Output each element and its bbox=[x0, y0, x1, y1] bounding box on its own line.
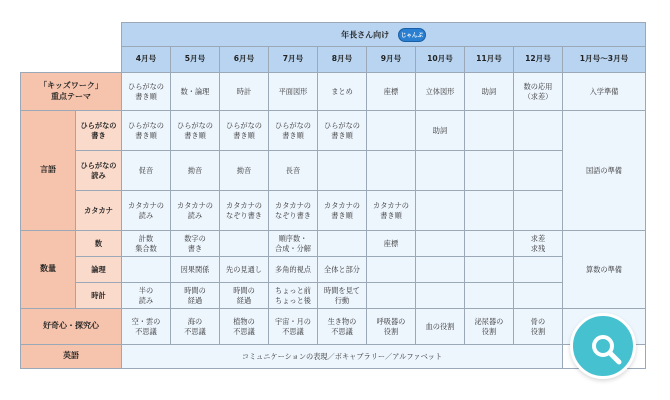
gengo-cell bbox=[465, 191, 514, 231]
cell-text-line: 生き物の bbox=[327, 316, 357, 326]
cell-text-line: 時計 bbox=[236, 86, 252, 96]
cell-text-line: 時間の bbox=[184, 285, 206, 295]
koukishin-cell-8 bbox=[465, 309, 514, 345]
cell-text-line: 多角的視点 bbox=[275, 264, 311, 274]
cell-text-line: 集合数 bbox=[135, 243, 157, 253]
cell-text-line: 植物の bbox=[233, 316, 255, 326]
suryo-sublabel-3 bbox=[76, 283, 122, 309]
search-button[interactable] bbox=[570, 313, 636, 379]
cell-text-line: 全体と部分 bbox=[324, 264, 360, 274]
cell-text-line: 助詞 bbox=[432, 125, 448, 135]
suryo-row-3 bbox=[21, 283, 646, 309]
gengo-row-3 bbox=[21, 191, 646, 231]
gengo-cell bbox=[367, 111, 416, 151]
cell-text-line: ひらがなの bbox=[177, 120, 213, 130]
suryo-category: 数量 bbox=[21, 231, 76, 309]
suryo-cell bbox=[220, 257, 269, 283]
month-header-5: 8月号 bbox=[318, 47, 367, 73]
gengo-sublabel-1 bbox=[76, 111, 122, 151]
cell-text-line: 読み bbox=[91, 170, 106, 180]
theme-cell-10 bbox=[563, 73, 646, 111]
gengo-row-1 bbox=[21, 111, 646, 151]
cell-text-line: 助詞 bbox=[481, 86, 497, 96]
cell-text-line: カタカナの bbox=[128, 200, 164, 210]
cell-text-line: カタカナの bbox=[373, 200, 409, 210]
cell-text-line: 数 bbox=[94, 238, 103, 248]
janpu-logo: じゃんぷ bbox=[398, 28, 426, 42]
suryo-cell bbox=[171, 257, 220, 283]
cell-text-line: 呼吸器の bbox=[376, 316, 406, 326]
suryo-cell bbox=[416, 231, 465, 257]
cell-text-line: 時計 bbox=[91, 290, 106, 300]
cell-text-line: カタカナの bbox=[177, 200, 213, 210]
month-header-2: 5月号 bbox=[171, 47, 220, 73]
cell-text-line: 役割 bbox=[481, 326, 497, 336]
suryo-cell bbox=[367, 231, 416, 257]
cell-text-line: 役割 bbox=[530, 326, 546, 336]
gengo-cell bbox=[269, 151, 318, 191]
gengo-cell bbox=[416, 111, 465, 151]
month-header-10: 1月号～3月号 bbox=[563, 47, 646, 73]
cell-text-line: 書き順 bbox=[135, 130, 157, 140]
cell-text-line: 書き順 bbox=[282, 130, 304, 140]
theme-cell-6 bbox=[367, 73, 416, 111]
month-header-6: 9月号 bbox=[367, 47, 416, 73]
search-icon bbox=[589, 332, 623, 366]
cell-text-line: なぞり書き bbox=[226, 210, 262, 220]
cell-text-line: 半の bbox=[138, 285, 154, 295]
cell-text-line: 立体図形 bbox=[425, 86, 455, 96]
theme-cell-7 bbox=[416, 73, 465, 111]
suryo-cell bbox=[465, 283, 514, 309]
theme-label bbox=[21, 73, 122, 111]
gengo-sublabel-2 bbox=[76, 151, 122, 191]
gengo-cell bbox=[318, 191, 367, 231]
suryo-cell bbox=[122, 231, 171, 257]
cell-text-line: 計数 bbox=[138, 233, 154, 243]
gengo-cell bbox=[220, 151, 269, 191]
suryo-cell bbox=[367, 257, 416, 283]
gengo-cell bbox=[514, 151, 563, 191]
koukishin-cell-4 bbox=[269, 309, 318, 345]
cell-text-line: 拗音 bbox=[187, 165, 203, 175]
title-text: 年長さん向け bbox=[341, 30, 390, 39]
cell-text-line: 血の役割 bbox=[425, 321, 455, 331]
gengo-cell bbox=[220, 111, 269, 151]
gengo-sublabel-3 bbox=[76, 191, 122, 231]
suryo-cell bbox=[514, 283, 563, 309]
cell-text-line: 書き順 bbox=[380, 210, 402, 220]
theme-cell-8 bbox=[465, 73, 514, 111]
cell-text-line: まとめ bbox=[331, 86, 353, 96]
koukishin-cell-3 bbox=[220, 309, 269, 345]
month-header-7: 10月号 bbox=[416, 47, 465, 73]
cell-text-line: 書き順 bbox=[135, 91, 157, 101]
cell-text-line: 数・論理 bbox=[180, 86, 210, 96]
gengo-cell bbox=[465, 151, 514, 191]
curriculum-table bbox=[20, 22, 646, 369]
theme-cell-3 bbox=[220, 73, 269, 111]
suryo-cell bbox=[318, 283, 367, 309]
cell-text-line: 入学準備 bbox=[589, 86, 619, 96]
suryo-cell bbox=[367, 283, 416, 309]
suryo-cell bbox=[318, 231, 367, 257]
suryo-cell bbox=[269, 257, 318, 283]
cell-text-line: 順序数・ bbox=[278, 233, 308, 243]
month-header-row bbox=[21, 47, 646, 73]
cell-text-line: 長音 bbox=[285, 165, 301, 175]
month-header-9: 12月号 bbox=[514, 47, 563, 73]
cell-text-line: 数の応用 bbox=[523, 81, 553, 91]
gengo-category: 言語 bbox=[21, 111, 76, 231]
gengo-row-2 bbox=[21, 151, 646, 191]
theme-label-line1: 「キッズワーク」 bbox=[39, 80, 103, 90]
cell-text-line: ひらがなの bbox=[128, 81, 164, 91]
theme-label-line2: 重点テーマ bbox=[51, 91, 91, 101]
cell-text-line: 不思議 bbox=[282, 326, 304, 336]
koukishin-row bbox=[21, 309, 646, 345]
cell-text-line: ひらがなの bbox=[226, 120, 262, 130]
cell-text-line: カタカナ bbox=[84, 205, 113, 215]
month-header-1: 4月号 bbox=[122, 47, 171, 73]
cell-text-line: （求差） bbox=[523, 91, 553, 101]
cell-text-line: 時間を見て bbox=[324, 285, 360, 295]
cell-text-line: カタカナの bbox=[226, 200, 262, 210]
koukishin-label: 好奇心・探究心 bbox=[21, 309, 122, 345]
cell-text-line: 因果関係 bbox=[180, 264, 210, 274]
cell-text-line: 骨の bbox=[530, 316, 546, 326]
cell-text-line: 経過 bbox=[187, 295, 203, 305]
month-header-8: 11月号 bbox=[465, 47, 514, 73]
gengo-cell bbox=[416, 191, 465, 231]
cell-text-line: 海の bbox=[187, 316, 203, 326]
suryo-sublabel-1 bbox=[76, 231, 122, 257]
gengo-cell bbox=[318, 111, 367, 151]
cell-text-line: 空・雲の bbox=[131, 316, 161, 326]
cell-text-line: 宇宙・月の bbox=[275, 316, 311, 326]
eigo-text: コミュニケーションの表現／ボキャブラリー／アルファベット bbox=[122, 345, 563, 369]
suryo-row-2 bbox=[21, 257, 646, 283]
cell-text-line: 座標 bbox=[383, 86, 399, 96]
cell-text-line: なぞり書き bbox=[275, 210, 311, 220]
koukishin-cell-1 bbox=[122, 309, 171, 345]
gengo-cell bbox=[269, 111, 318, 151]
gengo-cell bbox=[220, 191, 269, 231]
theme-cell-1 bbox=[122, 73, 171, 111]
cell-text-line: ひらがなの bbox=[275, 120, 311, 130]
cell-text-line: 読み bbox=[138, 295, 154, 305]
cell-text-line: 役割 bbox=[383, 326, 399, 336]
theme-cell-9 bbox=[514, 73, 563, 111]
koukishin-cell-2 bbox=[171, 309, 220, 345]
suryo-cell bbox=[465, 257, 514, 283]
gengo-cell bbox=[367, 151, 416, 191]
cell-text-line: 求差 bbox=[530, 233, 546, 243]
cell-text-line: 座標 bbox=[383, 238, 399, 248]
suryo-cell bbox=[122, 283, 171, 309]
koukishin-cell-7 bbox=[416, 309, 465, 345]
gengo-cell bbox=[318, 151, 367, 191]
corner-blank bbox=[21, 23, 122, 47]
suryo-prep-cell: 算数の準備 bbox=[563, 231, 646, 309]
month-header-3: 6月号 bbox=[220, 47, 269, 73]
theme-cell-4 bbox=[269, 73, 318, 111]
table-title bbox=[122, 23, 646, 47]
gengo-cell bbox=[122, 111, 171, 151]
corner-blank-2 bbox=[21, 47, 122, 73]
koukishin-cell-6 bbox=[367, 309, 416, 345]
gengo-cell bbox=[269, 191, 318, 231]
cell-text-line: 先の見通し bbox=[226, 264, 262, 274]
month-header-4: 7月号 bbox=[269, 47, 318, 73]
koukishin-cell-9 bbox=[514, 309, 563, 345]
cell-text-line: 経過 bbox=[236, 295, 252, 305]
cell-text-line: ひらがなの bbox=[128, 120, 164, 130]
cell-text-line: 平面図形 bbox=[278, 86, 308, 96]
gengo-cell bbox=[367, 191, 416, 231]
eigo-row bbox=[21, 345, 646, 369]
suryo-cell bbox=[416, 257, 465, 283]
theme-cell-2 bbox=[171, 73, 220, 111]
suryo-cell bbox=[465, 231, 514, 257]
suryo-sublabel-2 bbox=[76, 257, 122, 283]
cell-text-line: 書き bbox=[187, 243, 203, 253]
cell-text-line: 書き順 bbox=[331, 210, 353, 220]
gengo-cell bbox=[122, 151, 171, 191]
suryo-cell bbox=[269, 283, 318, 309]
gengo-cell bbox=[514, 111, 563, 151]
cell-text-line: 不思議 bbox=[184, 326, 206, 336]
gengo-cell bbox=[171, 111, 220, 151]
cell-text-line: ちょっと前 bbox=[275, 285, 311, 295]
suryo-row-1 bbox=[21, 231, 646, 257]
gengo-cell bbox=[514, 191, 563, 231]
cell-text-line: 不思議 bbox=[233, 326, 255, 336]
cell-text-line: 書き順 bbox=[331, 130, 353, 140]
cell-text-line: 合成・分解 bbox=[275, 243, 311, 253]
gengo-cell bbox=[465, 111, 514, 151]
suryo-cell bbox=[269, 231, 318, 257]
eigo-label: 英語 bbox=[21, 345, 122, 369]
cell-text-line: ひらがなの bbox=[80, 120, 117, 130]
suryo-cell bbox=[416, 283, 465, 309]
cell-text-line: カタカナの bbox=[324, 200, 360, 210]
cell-text-line: 読み bbox=[138, 210, 154, 220]
suryo-cell bbox=[318, 257, 367, 283]
gengo-cell bbox=[416, 151, 465, 191]
suryo-cell bbox=[122, 257, 171, 283]
cell-text-line: 論理 bbox=[91, 264, 106, 274]
theme-row bbox=[21, 73, 646, 111]
cell-text-line: 拗音 bbox=[236, 165, 252, 175]
cell-text-line: 書き順 bbox=[233, 130, 255, 140]
gengo-prep-cell: 国語の準備 bbox=[563, 111, 646, 231]
gengo-cell bbox=[171, 191, 220, 231]
cell-text-line: 書き bbox=[91, 130, 106, 140]
cell-text-line: 不思議 bbox=[135, 326, 157, 336]
cell-text-line: ちょっと後 bbox=[275, 295, 311, 305]
koukishin-cell-5 bbox=[318, 309, 367, 345]
cell-text-line: 時間の bbox=[233, 285, 255, 295]
cell-text-line: 読み bbox=[187, 210, 203, 220]
cell-text-line: 求残 bbox=[530, 243, 546, 253]
gengo-cell bbox=[171, 151, 220, 191]
cell-text-line: 泌尿器の bbox=[474, 316, 504, 326]
cell-text-line: カタカナの bbox=[275, 200, 311, 210]
cell-text-line: 不思議 bbox=[331, 326, 353, 336]
suryo-cell bbox=[220, 283, 269, 309]
table-body bbox=[21, 73, 646, 369]
cell-text-line: 促音 bbox=[138, 165, 154, 175]
cell-text-line: 行動 bbox=[334, 295, 350, 305]
suryo-cell bbox=[514, 257, 563, 283]
cell-text-line: ひらがなの bbox=[324, 120, 360, 130]
cell-text-line: 数字の bbox=[184, 233, 206, 243]
suryo-cell bbox=[171, 231, 220, 257]
theme-cell-5 bbox=[318, 73, 367, 111]
suryo-cell bbox=[514, 231, 563, 257]
suryo-cell bbox=[171, 283, 220, 309]
gengo-cell bbox=[122, 191, 171, 231]
suryo-cell bbox=[220, 231, 269, 257]
cell-text-line: 書き順 bbox=[184, 130, 206, 140]
cell-text-line: ひらがなの bbox=[80, 160, 117, 170]
